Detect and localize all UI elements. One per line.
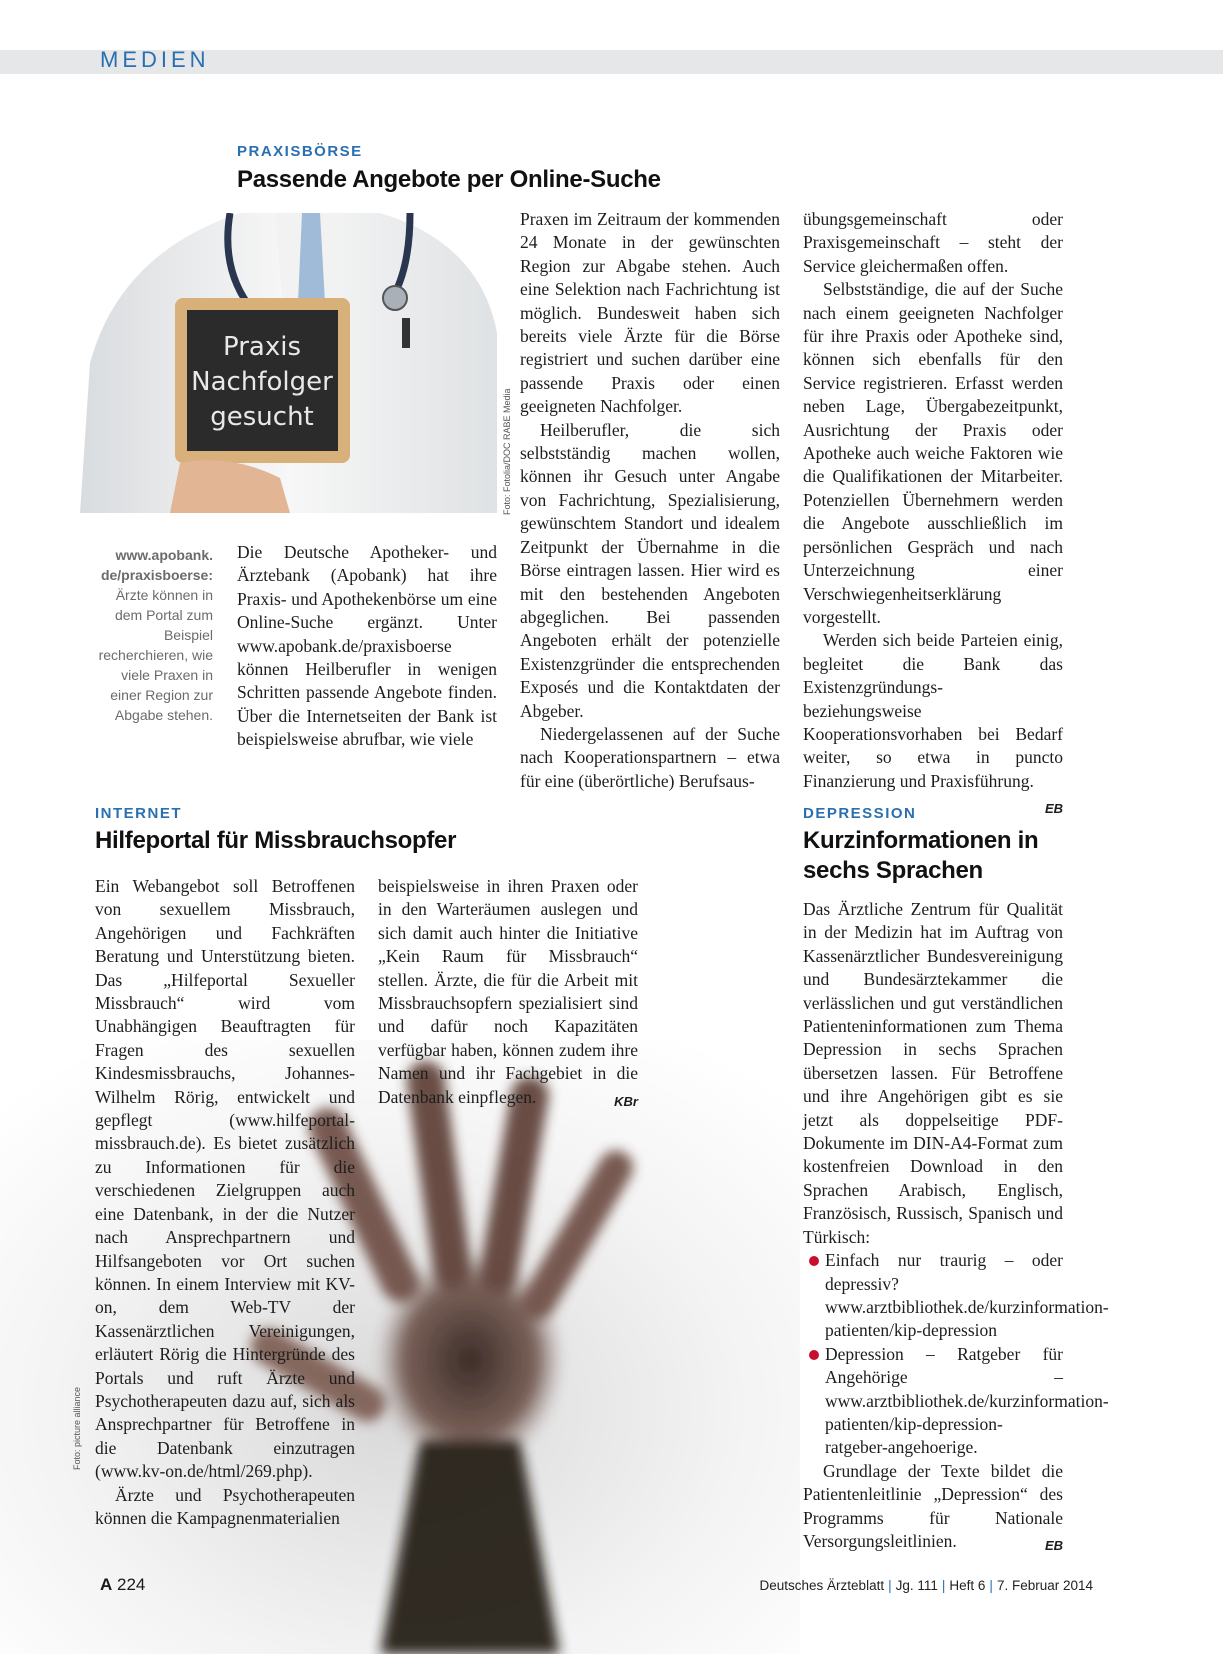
caption-link-part1: www.apobank. [115, 547, 213, 563]
article2-title: Hilfeportal für Missbrauchsopfer [95, 827, 457, 854]
article1-col1-paragraph: Die Deutsche Apotheker- und Ärztebank (Apobank) hat ihre Praxis- und Apothekenbörse um eine Online-Suche ergänzt. Unter www.apobank.de/praxisboerse können Heilberufler in wenigen Schritten passende Angebote finden. Über die Internetseiten der Bank ist beispielsweise abrufbar, wie viele [237, 542, 497, 750]
article1-col2-paragraph2: Heilberufler, die sich selbstständig machen wollen, können ihr Gesuch unter Angabe von Fachrichtung, Spezialisierung, gewünschtem Standort und idealem Zeitpunkt der Übernahme in die Börse eintragen lassen. Hier wird es mit den bestehenden Angeboten abgeglichen. Bei passenden Angeboten erhält der potenzielle Existenzgründer die entsprechenden Exposés und die Kontaktdaten der Abgeber. [520, 419, 780, 721]
bullet-dot-icon [809, 1350, 819, 1360]
journal-volume: Jg. 111 [895, 1578, 938, 1593]
article2-column1 [95, 875, 355, 1530]
journal-name: Deutsches Ärzteblatt [759, 1578, 885, 1593]
article2-col1-paragraph1: Ein Webangebot soll Betroffenen von sexuellem Missbrauch, Angehörigen und Fachkräften Beratung und Unterstützung bieten. Das „Hilfeportal Sexueller Missbrauch“ wird vom Unabhängigen Beauftragten für Fragen des sexuellen Kindesmissbrauchs, Johannes-Wilhelm Rörig, entwickelt und gepflegt (www.hilfeportal-missbrauch.de). Es bietet zusätzlich zu Informationen für die verschiedenen Zielgruppen auch eine Datenbank, in der die Nutzer nach Ansprechpartnern und Hilfsangeboten vor Ort suchen können. In einem Interview mit KV-on, dem Web-TV der Kassenärztlichen Vereinigungen, erläutert Rörig die Hintergründe des Portals und ruft Ärzte und Psychotherapeuten dazu auf, sich als Ansprechpartner für Betroffene in die Datenbank einzutragen (www.kv-on.de/html/269.php). [95, 876, 355, 1482]
bullet-dot-icon [809, 1256, 819, 1266]
article1-column1 [237, 541, 497, 752]
article3-bullet2-text: Depression – Ratgeber für Angehörige – www.arztbibliothek.de/kurzinformation-patienten/kip-depression-ratgeber-angehoerige. [825, 1343, 1109, 1458]
article1-col2-paragraph3: Niedergelassenen auf der Suche nach Kooperationspartnern – etwa für eine (überörtliche) Berufsaus- [520, 723, 780, 791]
caption-text: Ärzte können in dem Portal zum Beispiel recherchieren, wie viele Praxen in einer Region zur Abgabe stehen. [98, 587, 213, 723]
doctor-photo [80, 213, 497, 513]
journal-issue: Heft 6 [949, 1578, 986, 1593]
image-credit-hand: Foto: picture alliance [72, 1386, 82, 1470]
chalkboard-line3: gesucht [210, 402, 314, 432]
article1-signature: EB [1044, 801, 1063, 817]
article2-col1-paragraph2: Ärzte und Psychotherapeuten können die Kampagnenmaterialien [95, 1484, 355, 1528]
image-caption [95, 545, 213, 725]
article3-signature: EB [1044, 1537, 1063, 1553]
chalkboard-line1: Praxis [223, 332, 301, 362]
article2-kicker: INTERNET [95, 805, 182, 822]
article1-column3 [803, 208, 1063, 821]
separator: | [888, 1578, 892, 1593]
article1-kicker: PRAXISBÖRSE [237, 143, 363, 160]
article2-col2-text: beispielsweise in ihren Praxen oder in den Warteräumen auslegen und sich damit auch hinter die Initiative „Kein Raum für Missbrauch“ stellen. Ärzte, die für die Arbeit mit Missbrauchsopfern spezialisiert sind und dafür noch Kapazitäten verfügbar haben, können zudem ihre Namen und ihr Fachgebiet in die Datenbank einpflegen. [378, 876, 638, 1107]
article1-column2 [520, 208, 780, 793]
article3-column [803, 898, 1109, 1557]
article3-title: Kurzinformationen in sechs Sprachen [803, 827, 1039, 884]
article1-col3-paragraph3-text: Werden sich beide Parteien einig, begleitet die Bank das Existenzgründungs- beziehungsweise Kooperationsvorhaben bei Bedarf weiter, so etwa in puncto Finanzierung und Praxisführung. [803, 630, 1063, 791]
journal-footer [760, 1578, 1093, 1593]
chalkboard-line2: Nachfolger [191, 367, 333, 397]
image-credit-doctor: Foto: Fotolia/DOC RABE Media [502, 388, 512, 515]
doctor-illustration [80, 213, 497, 513]
article2-column2 [378, 875, 638, 1113]
article2-col2-paragraph [378, 875, 638, 1109]
article3-bullet1 [803, 1249, 1109, 1343]
section-label: MEDIEN [100, 47, 210, 72]
page-number-value: 224 [117, 1575, 146, 1594]
separator: | [941, 1578, 946, 1593]
article1-col2-paragraph1: Praxen im Zeitraum der kommenden 24 Monate in der gewünschten Region zur Abgabe stehen. Auch eine Selektion nach Fachrichtung ist möglich. Bundesweit haben sich bereits viele Ärzte für die Börse registriert und suchen darüber eine passende Praxis oder einen geeigneten Nachfolger. [520, 209, 780, 417]
article3-bullet1-text: Einfach nur traurig – oder depressiv? www.arztbibliothek.de/kurzinformation-patienten/kip-depression [825, 1250, 1109, 1341]
article3-paragraph1: Das Ärztliche Zentrum für Qualität in der Medizin hat im Auftrag von Kassenärztlicher Bundesvereinigung und Bundesärztekammer die verlässlichen und gut verständlichen Patienteninformationen zum Thema Depression in sechs Sprachen übersetzen lassen. Für Betroffene und ihre Angehörigen gibt es sie jetzt als doppelseitige PDF-Dokumente im DIN-A4-Format zum kostenfreien Download in den Sprachen Arabisch, Englisch, Französisch, Russisch, Spanisch und Türkisch: [803, 899, 1063, 1247]
journal-date: 7. Februar 2014 [996, 1578, 1093, 1593]
article1-col3-paragraph2: Selbstständige, die auf der Suche nach einem geeigneten Nachfolger für ihre Praxis oder Apotheke sind, können sich ebenfalls für den Service registrieren. Erfasst werden neben Lage, Übergabezeitpunkt, Ausrichtung der Praxis oder Apotheke auch weiche Faktoren wie die Qualifikationen der Mitarbeiter. Potenziellen Übernehmern werden die Angebote ausschließlich im persönlichen Gespräch und nach Unterzeichnung einer Verschwiegenheitserklärung vorgestellt. [803, 279, 1063, 627]
article3-paragraph2-text: Grundlage der Texte bildet die Patientenleitlinie „Depression“ des Programms für Nationale Versorgungsleitlinien. [803, 1460, 1063, 1551]
article3-kicker: DEPRESSION [803, 805, 917, 822]
article1-col3-paragraph1: übungsgemeinschaft oder Praxisgemeinschaft – steht der Service gleichermaßen offen. [803, 209, 1063, 276]
page-prefix: A [100, 1575, 113, 1594]
page-number [100, 1575, 145, 1595]
article1-title: Passende Angebote per Online-Suche [237, 166, 661, 193]
separator: | [989, 1578, 993, 1593]
article2-signature: KBr [614, 1093, 638, 1109]
article3-paragraph2 [803, 1460, 1063, 1554]
caption-link-part2: de/praxisboerse: [100, 567, 213, 583]
article3-bullet2 [803, 1343, 1109, 1460]
